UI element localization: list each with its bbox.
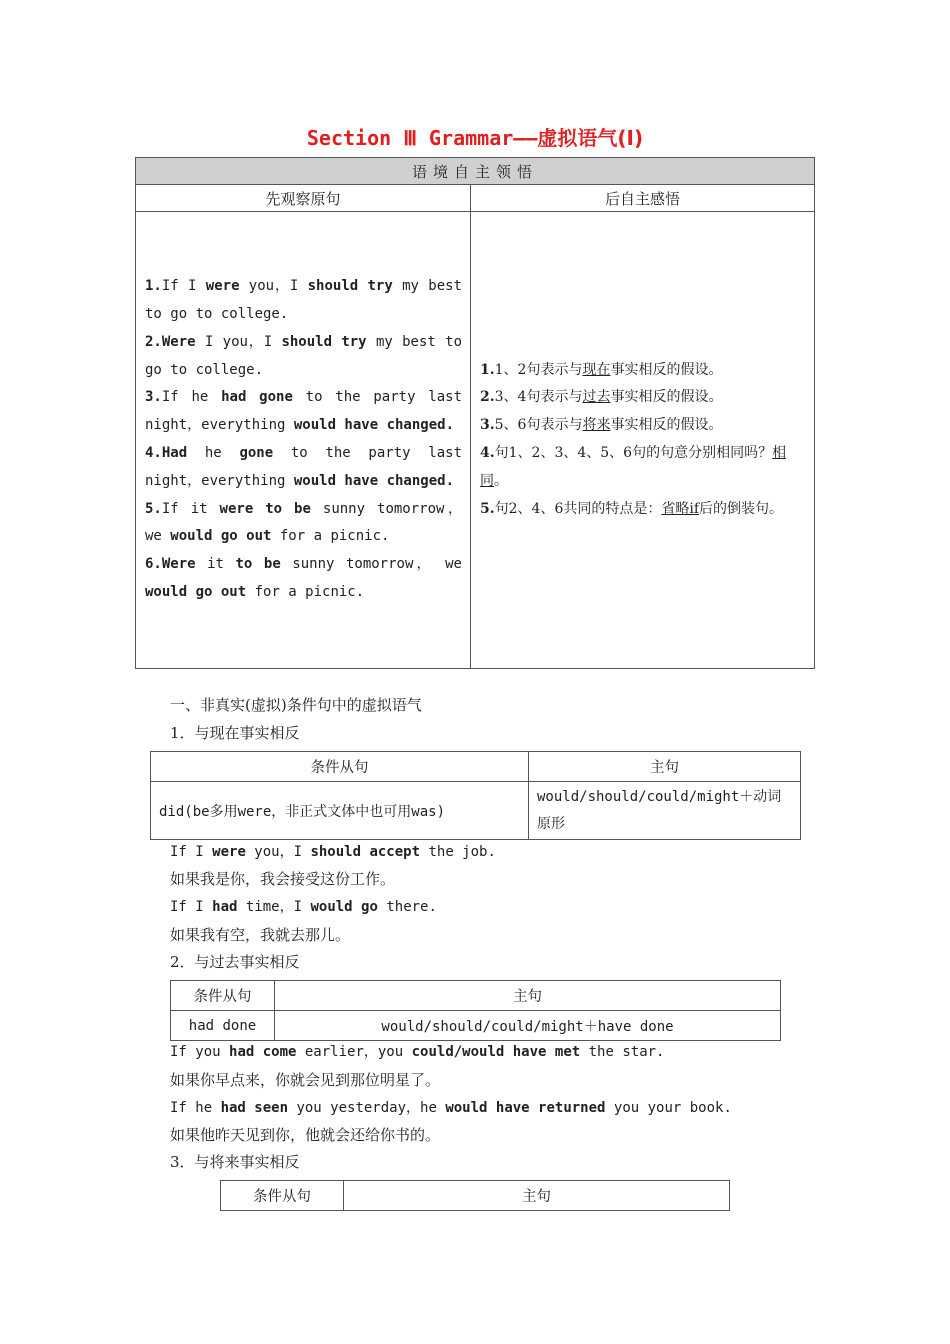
item-number: 4. <box>145 445 162 461</box>
sentence-text: my best to go to college. <box>145 333 462 378</box>
example-text: earlier，you <box>296 1044 412 1060</box>
right-header: 后自主感悟 <box>471 185 815 212</box>
main-header: 主句 <box>344 1181 730 1211</box>
main-header: 主句 <box>275 981 781 1011</box>
sentence-text: to the party last night，everything <box>145 445 462 489</box>
example-text: you yesterday，he <box>288 1100 446 1116</box>
key-phrase: would have returned <box>445 1100 606 1116</box>
key-phrase: were <box>212 844 246 860</box>
insight-text: 后的倒装句。 <box>699 500 784 517</box>
main-header: 主句 <box>529 752 801 782</box>
insight-text: 事实相反的假设。 <box>610 417 723 434</box>
example-text: the job. <box>420 844 496 860</box>
main-cell: would/should/could/might＋动词原形 <box>529 782 801 840</box>
item-number: 1. <box>145 278 162 295</box>
past-table <box>170 980 781 1041</box>
item-number: 5. <box>145 500 162 517</box>
insight-text: 3、4句表示与 <box>494 389 583 406</box>
insight-text: 。 <box>494 472 508 489</box>
present-table <box>150 751 801 840</box>
key-phrase: had come <box>229 1044 297 1060</box>
cond-header: 条件从句 <box>151 752 529 782</box>
item-number: 1. <box>480 361 495 378</box>
item-number: 2. <box>145 333 162 350</box>
example-text: If he <box>170 1100 221 1116</box>
insight-text: 5、6句表示与 <box>494 417 583 434</box>
future-table <box>220 1180 730 1211</box>
example-text: you，I <box>245 844 311 860</box>
section-heading: 一、非真实(虚拟)条件句中的虚拟语气 <box>170 696 422 714</box>
answer-blank: 过去 <box>582 389 611 406</box>
key-phrase: would go out <box>145 583 247 600</box>
key-phrase: were <box>205 278 240 295</box>
key-phrase: had seen <box>220 1100 289 1116</box>
key-phrase: had <box>212 899 238 915</box>
example-3-cn: 如果你早点来，你就会见到那位明星了。 <box>170 1071 441 1089</box>
key-phrase: had gone <box>221 389 293 406</box>
insight-text: 句1、2、3、4、5、6句的句意分别相同吗？ <box>494 445 773 461</box>
example-text: If I <box>170 899 213 915</box>
key-phrase: would go <box>310 899 378 915</box>
key-phrase: should try <box>307 278 393 295</box>
example-3 <box>170 1041 664 1061</box>
key-phrase: could/would have met <box>411 1044 581 1060</box>
sub-heading-present: 1．与现在事实相反 <box>170 724 300 742</box>
cond-cell: had done <box>171 1011 275 1041</box>
insight-item <box>480 384 806 412</box>
sentence-item <box>145 384 462 440</box>
insights <box>471 212 815 669</box>
example-text: there. <box>377 899 437 915</box>
insight-item <box>480 496 806 524</box>
key-phrase: should accept <box>310 844 421 860</box>
sentence-text: it <box>195 556 236 573</box>
main-cell: would/should/could/might＋have done <box>275 1011 781 1041</box>
context-table <box>135 157 815 669</box>
example-2 <box>170 896 437 916</box>
sub-heading-future: 3．与将来事实相反 <box>170 1153 300 1171</box>
insight-item <box>480 412 806 440</box>
insight-item <box>480 440 806 496</box>
example-1 <box>170 841 496 861</box>
answer-blank: 省略if <box>661 500 700 517</box>
sentence-text: If it <box>161 500 220 517</box>
key-phrase: Were <box>161 333 196 350</box>
item-number: 3. <box>480 417 495 434</box>
key-phrase: to be <box>235 556 281 573</box>
key-phrase: would have changed. <box>293 417 455 434</box>
example-text: If you <box>170 1044 230 1060</box>
sentence-item <box>145 440 462 496</box>
key-phrase: gone <box>239 445 274 461</box>
key-phrase: Had <box>161 445 188 461</box>
insight-item <box>480 357 806 385</box>
item-number: 3. <box>145 389 162 406</box>
sentence-text: sunny tomorrow， we <box>280 556 462 573</box>
sentence-text: for a picnic. <box>246 583 365 600</box>
example-4 <box>170 1097 732 1117</box>
sentence-text: to the party last night，everything <box>145 389 462 434</box>
original-sentences <box>136 212 471 669</box>
sentence-text: If I <box>161 278 206 295</box>
cond-header: 条件从句 <box>171 981 275 1011</box>
example-text: you your book. <box>605 1100 732 1116</box>
answer-blank: 相同 <box>480 445 787 489</box>
key-phrase: would go out <box>170 528 272 545</box>
sentence-text: he <box>187 445 240 461</box>
insight-text: 事实相反的假设。 <box>610 361 723 378</box>
insight-text: 句2、4、6共同的特点是： <box>494 500 662 517</box>
sentence-text: for a picnic. <box>271 528 390 545</box>
item-number: 5. <box>480 500 495 517</box>
sentence-text: my best to go to college. <box>145 278 462 323</box>
example-text: If I <box>170 844 213 860</box>
answer-blank: 将来 <box>582 417 611 434</box>
sentence-text: If he <box>161 389 222 406</box>
key-phrase: would have changed. <box>293 472 455 489</box>
sentence-item <box>145 496 462 552</box>
sentence-text: I you，I <box>195 333 282 350</box>
answer-blank: 现在 <box>582 361 611 378</box>
left-header: 先观察原句 <box>136 185 471 212</box>
sentence-item <box>145 273 462 329</box>
page-title: Section Ⅲ Grammar——虚拟语气(Ⅰ) <box>306 126 644 150</box>
sentence-text: you，I <box>239 278 308 295</box>
example-2-cn: 如果我有空，我就去那儿。 <box>170 926 351 944</box>
item-number: 6. <box>145 556 162 573</box>
example-text: time，I <box>237 899 311 915</box>
example-text: the star. <box>580 1044 665 1060</box>
key-phrase: should try <box>281 333 367 350</box>
table-band: 语境自主领悟 <box>136 158 815 185</box>
insight-text: 1、2句表示与 <box>494 361 583 378</box>
sentence-item <box>145 551 462 607</box>
example-1-cn: 如果我是你，我会接受这份工作。 <box>170 870 396 888</box>
sentence-text: sunny tomorrow， we <box>145 500 462 545</box>
cond-header: 条件从句 <box>221 1181 344 1211</box>
sentence-item <box>145 329 462 385</box>
item-number: 2. <box>480 389 495 406</box>
item-number: 4. <box>480 445 495 461</box>
cond-cell: did(be多用were，非正式文体中也可用was) <box>151 782 529 840</box>
sub-heading-past: 2．与过去事实相反 <box>170 953 300 971</box>
key-phrase: were to be <box>219 500 311 517</box>
example-4-cn: 如果他昨天见到你，他就会还给你书的。 <box>170 1126 441 1144</box>
key-phrase: Were <box>161 556 196 573</box>
insight-text: 事实相反的假设。 <box>610 389 723 406</box>
